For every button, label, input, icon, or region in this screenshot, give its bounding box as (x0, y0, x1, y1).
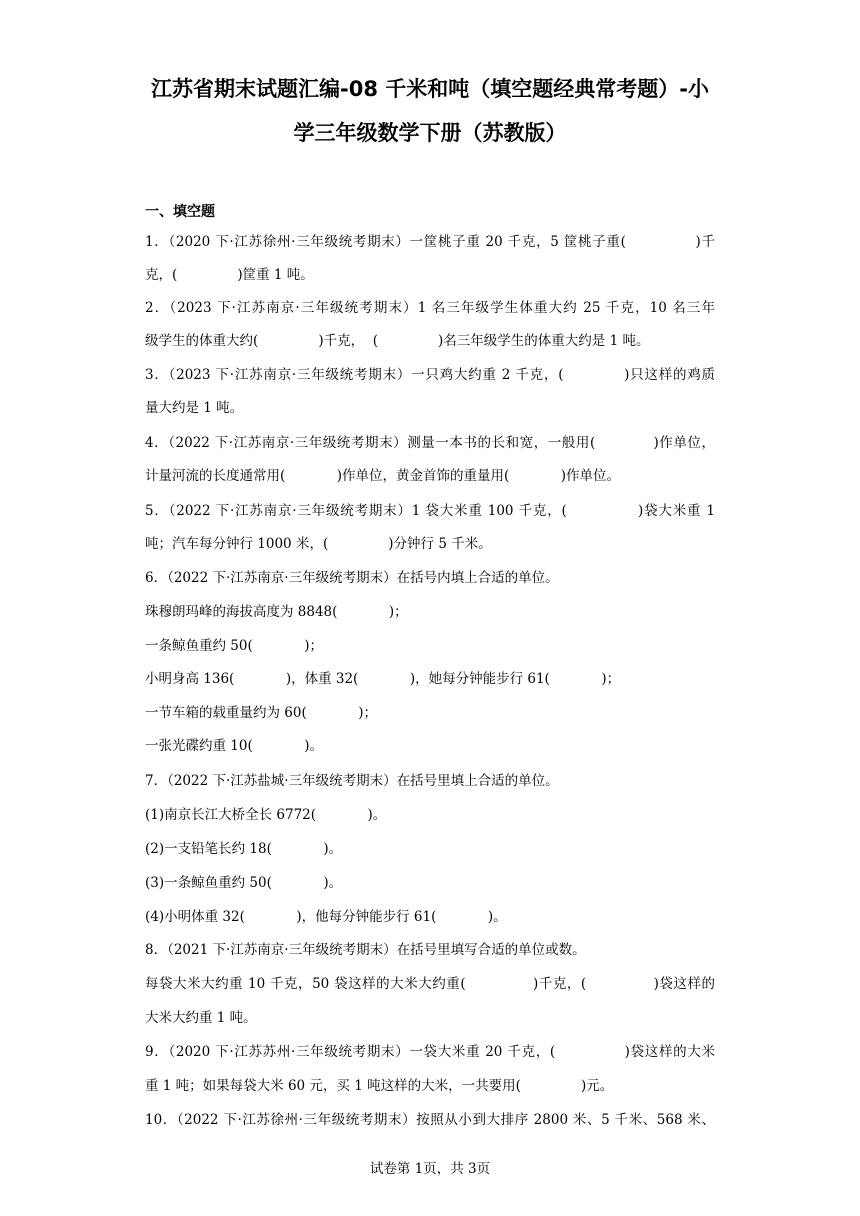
question-text-line: 5．（2022 下·江苏南京·三年级统考期末）1 袋大米重 100 千克，( )袋大米重 1 (145, 503, 715, 519)
question-text-line: 一条鲸鱼重约 50( )； (145, 638, 323, 654)
question-text-line: 6．（2022 下·江苏南京·三年级统考期末）在括号内填上合适的单位。 (145, 570, 559, 586)
question-text-line: 吨；汽车每分钟行 1000 米，( )分钟行 5 千米。 (145, 536, 492, 552)
question-text-line: 克，( )筐重 1 吨。 (145, 267, 314, 283)
question-text-line: 小明身高 136( )，体重 32( )，她每分钟能步行 61( )； (145, 671, 621, 687)
question-text-line: 重 1 吨；如果每袋大米 60 元，买 1 吨这样的大米，一共要用( )元。 (145, 1078, 614, 1094)
question-text-line: 一节车箱的载重量约为 60( )； (145, 705, 377, 721)
question-text-line: 3．（2023 下·江苏南京·三年级统考期末）一只鸡大约重 2 千克，( )只这样的鸡质 (145, 367, 715, 383)
question-text-line: 一张光碟约重 10( )。 (145, 738, 323, 754)
question-text-line: 每袋大米大约重 10 千克，50 袋这样的大米大约重( )千克，( )袋这样的 (145, 976, 715, 992)
question-text-line: 2．（2023 下·江苏南京·三年级统考期末）1 名三年级学生体重大约 25 千克，10 名三年 (145, 300, 715, 316)
question-text-line: (2)一支铅笔长约 18( )。 (145, 841, 343, 857)
document-title-line-1: 江苏省期末试题汇编-08 千米和吨（填空题经典常考题）-小 (151, 77, 709, 101)
page-footer: 试卷第 1页，共 3页 (369, 1161, 491, 1177)
section-heading: 一、填空题 (145, 204, 215, 220)
question-text-line: 级学生的体重大约( )千克， ( )名三年级学生的体重大约是 1 吨。 (145, 333, 650, 349)
question-text-line: 7．（2022 下·江苏盐城·三年级统考期末）在括号里填上合适的单位。 (145, 773, 559, 789)
document-title-line-2: 学三年级数学下册（苏教版） (293, 121, 567, 145)
question-text-line: (1)南京长江大桥全长 6772( )。 (145, 807, 387, 823)
question-text-line: 大米大约重 1 吨。 (145, 1010, 257, 1026)
question-text-line: (4)小明体重 32( )，他每分钟能步行 61( )。 (145, 909, 507, 925)
question-text-line: 1．（2020 下·江苏徐州·三年级统考期末）一筐桃子重 20 千克，5 筐桃子重( )千 (145, 234, 715, 250)
question-text-line: 9．（2020 下·江苏苏州·三年级统考期末）一袋大米重 20 千克，( )袋这样的大米 (145, 1044, 715, 1060)
question-text-line: 计量河流的长度通常用( )作单位，黄金首饰的重量用( )作单位。 (145, 468, 621, 484)
question-text-line: 4．（2022 下·江苏南京·三年级统考期末）测量一本书的长和宽，一般用( )作单位， (145, 435, 715, 451)
question-text-line: 珠穆朗玛峰的海拔高度为 8848( )； (145, 604, 408, 620)
question-text-line: (3)一条鲸鱼重约 50( )。 (145, 875, 343, 891)
question-text-line: 10．（2022 下·江苏徐州·三年级统考期末）按照从小到大排序 2800 米、5 千米、568 米、 (145, 1112, 715, 1128)
question-text-line: 8．（2021 下·江苏南京·三年级统考期末）在括号里填写合适的单位或数。 (145, 942, 586, 958)
question-text-line: 量大约是 1 吨。 (145, 400, 244, 416)
